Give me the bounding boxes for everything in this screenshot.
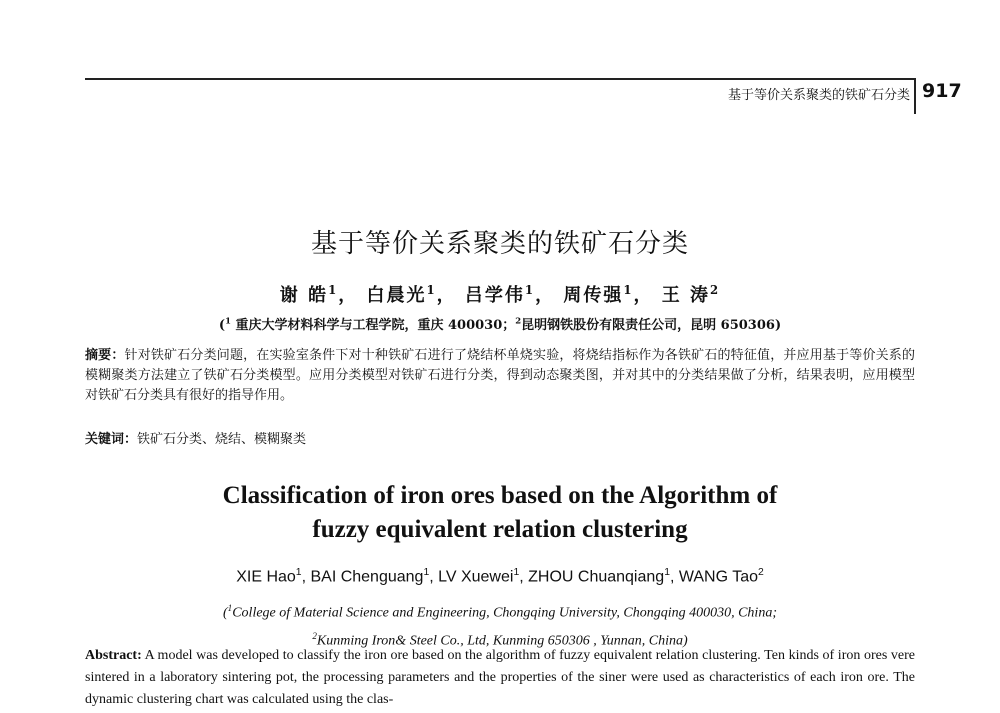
title-en-line2: fuzzy equivalent relation clustering bbox=[312, 516, 688, 543]
abstract-cn-label: 摘要： bbox=[85, 348, 125, 363]
header-divider bbox=[914, 78, 916, 114]
aff-sup: 1 bbox=[225, 315, 231, 326]
author-sup: 1 bbox=[623, 283, 634, 297]
author-sup: 1 bbox=[328, 283, 339, 297]
authors-chinese: 谢 皓$^1$， 白晨光$^1$， 吕学伟$^1$， 周传强$^1$， 王 涛$^2$ bbox=[279, 283, 721, 306]
author-sup: 1 bbox=[664, 567, 670, 578]
aff-text: 重庆大学材料科学与工程学院，重庆 400030； bbox=[230, 318, 516, 333]
author-cn: 吕学伟 bbox=[464, 285, 525, 306]
authors-english: XIE Hao$^1$, BAI Chenguang$^1$, LV Xuewei$^1$, ZHOU Chuanqiang$^1$, WANG Tao$^2$ bbox=[236, 567, 764, 586]
abstract-en-label: Abstract: bbox=[85, 648, 142, 663]
keywords-chinese bbox=[85, 428, 915, 447]
affiliation-chinese: ($^1$ 重庆大学材料科学与工程学院，重庆 400030；$^2$昆明钢铁股份有限责任公司，昆明 650306) bbox=[218, 315, 782, 333]
author-sup: 2 bbox=[710, 283, 721, 297]
abstract-chinese bbox=[85, 346, 915, 406]
aff-text: 昆明钢铁股份有限责任公司，昆明 650306) bbox=[521, 318, 782, 333]
abstract-cn-text: 针对铁矿石分类问题，在实验室条件下对十种铁矿石进行了烧结杯单烧实验，将烧结指标作为各铁矿石的特征值，并应用基于等价关系的模糊聚类方法建立了铁矿石分类模型。应用分类模型对铁矿石进行分类，得到动态聚类图，并对其中的分类结果做了分析，结果表明，应用模型对铁矿石分类具有很好的指导作用。 bbox=[85, 348, 915, 403]
author-cn: 谢 皓 bbox=[279, 285, 329, 306]
aff-sup: 2 bbox=[515, 315, 522, 326]
author-sup: 1 bbox=[524, 283, 536, 297]
author-cn: 周传强 bbox=[563, 285, 624, 306]
aff-en-line2: $^2$Kunming Iron& Steel Co., Ltd, Kunming 650306 , Yunnan, China) bbox=[312, 630, 688, 649]
author-cn: 王 涛 bbox=[661, 285, 711, 306]
author-sup: 2 bbox=[758, 567, 764, 578]
author-sup: 1 bbox=[423, 567, 430, 578]
running-title: 基于等价关系聚类的铁矿石分类 bbox=[727, 88, 910, 103]
author-sup: 1 bbox=[426, 283, 437, 297]
author-sup: 1 bbox=[295, 567, 302, 578]
author-cn: 白晨光 bbox=[366, 285, 427, 306]
author-en: ZHOU Chuanqiang bbox=[528, 568, 665, 586]
aff-en-line1: ($^1$College of Material Science and Engineering, Chongqing University, Chongqing 400030, China; bbox=[223, 603, 777, 621]
keywords-cn-label: 关键词： bbox=[85, 432, 138, 447]
title-en-line1: Classification of iron ores based on the Algorithm of bbox=[222, 482, 778, 509]
abstract-english bbox=[85, 645, 915, 711]
author-en: XIE Hao bbox=[236, 568, 296, 586]
page-number: 917 bbox=[922, 80, 962, 102]
abstract-en-text: A model was developed to classify the iron ore based on the algorithm of fuzzy equivalent relation clustering. Ten kinds of iron ores vere sintered in a laboratory sintering pot, the processing parameters and the properties of the siner were used as characteristics of each iron ore. The dynamic clustering chart was calculated using the clas- bbox=[85, 648, 915, 707]
keywords-cn-text: 铁矿石分类、烧结、模糊聚类 bbox=[137, 432, 307, 447]
title-chinese: 基于等价关系聚类的铁矿石分类 bbox=[310, 229, 689, 259]
header-rule bbox=[85, 78, 915, 80]
author-en: WANG Tao bbox=[678, 568, 758, 586]
title-english bbox=[0, 479, 1000, 547]
author-en: BAI Chenguang bbox=[310, 568, 424, 586]
author-en: LV Xuewei bbox=[438, 568, 514, 586]
author-sup: 1 bbox=[513, 567, 520, 578]
